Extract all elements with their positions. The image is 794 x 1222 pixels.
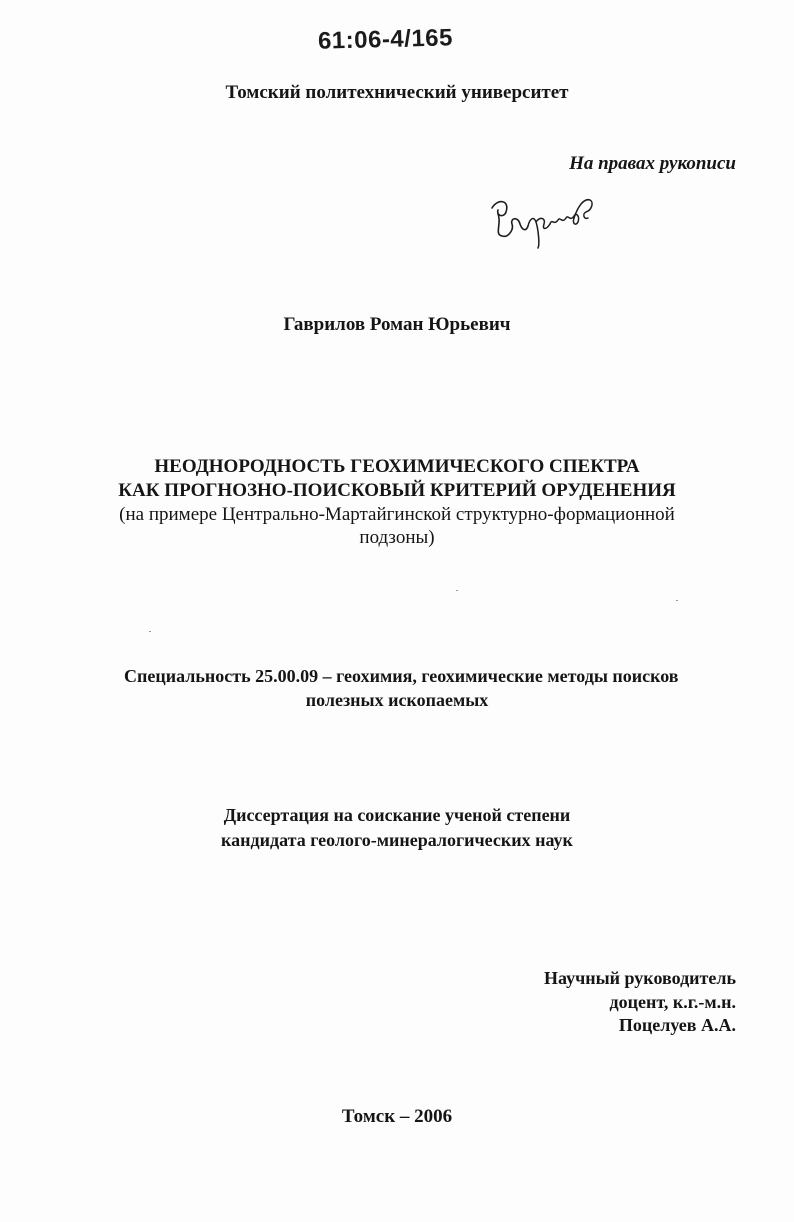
dissertation-degree-line-1: Диссертация на соискание ученой степени	[223, 805, 571, 825]
scan-speck	[456, 590, 458, 591]
author-signature	[488, 190, 598, 250]
title-line-2: КАК ПРОГНОЗНО-ПОИСКОВЫЙ КРИТЕРИЙ ОРУДЕНЕНИЯ	[118, 480, 676, 501]
dissertation-degree-line-2: кандидата геолого-минералогических наук	[221, 830, 573, 850]
specialty-line-2: полезных ископаемых	[305, 690, 489, 710]
archive-code-stamp: 61:06-4/165	[317, 24, 454, 55]
supervisor-name: Поцелуев А.А.	[618, 1015, 736, 1035]
author-name: Гаврилов Роман Юрьевич	[283, 314, 511, 335]
subtitle-line-1: (на примере Центрально-Мартайгинской структурно-формационной	[119, 504, 675, 525]
supervisor-position: доцент, к.г.-м.н.	[609, 992, 736, 1012]
manuscript-rights-note: На правах рукописи	[569, 153, 736, 174]
subtitle-line-2: подзоны)	[359, 527, 435, 548]
university-name: Томский политехнический университет	[225, 82, 569, 103]
scan-speck	[676, 600, 678, 601]
supervisor-role: Научный руководитель	[544, 968, 736, 988]
scan-speck	[149, 631, 151, 632]
specialty-line-1: Специальность 25.00.09 – геохимия, геохимические методы поисков	[124, 666, 679, 686]
city-year: Томск – 2006	[341, 1106, 453, 1127]
title-line-1: НЕОДНОРОДНОСТЬ ГЕОХИМИЧЕСКОГО СПЕКТРА	[154, 456, 640, 477]
